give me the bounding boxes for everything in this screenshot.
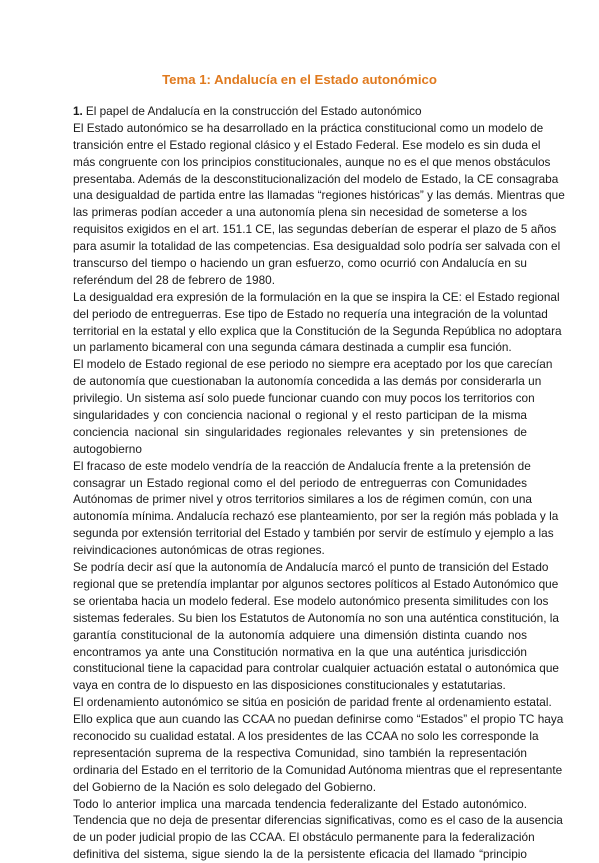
section-number: 1. (73, 104, 83, 118)
paragraph-line: se orientaba hacia un modelo federal. Ese modelo autonómico presenta similitudes con los (73, 593, 549, 608)
paragraph-line: encontramos ya ante una Constitución normativa en la que una auténtica jurisdicción (73, 644, 527, 659)
paragraph-line: una desigualdad de partida entre las llamadas “regiones históricas” y las demás. Mientras que (73, 188, 565, 203)
paragraph-line: El Estado autonómico se ha desarrollado en la práctica constitucional como un modelo de (73, 120, 544, 135)
paragraph-line: requisitos exigidos en el art. 151.1 CE, las segundas deberían de esperar el plazo de 5 años (73, 222, 557, 237)
paragraph-line: Ello explica que aun cuando las CCAA no puedan definirse como “Estados” el propio TC haya (73, 712, 564, 727)
paragraph-line: transición entre el Estado regional clásico y el Estado Federal. Ese modelo es sin duda el (73, 137, 541, 152)
paragraph-line: definitiva del sistema, sigue siendo la de la persistente eficacia del llamado “principio (73, 847, 527, 862)
paragraph-line: segunda por extensión territorial del Estado y también por servir de estímulo y ejemplo a las (73, 526, 554, 541)
paragraph-line: singularidades y con conciencia nacional o regional y el resto participan de la misma (73, 408, 527, 423)
paragraph-line: privilegio. Un sistema así solo puede funcionar cuando con muy pocos los territorios con (73, 391, 535, 406)
paragraph-line: referéndum del 28 de febrero de 1980. (73, 272, 275, 287)
paragraph-line: del periodo de entreguerras. Ese tipo de Estado no requería una integración de la voluntad (73, 306, 548, 321)
document-title: Tema 1: Andalucía en el Estado autonómico (162, 72, 437, 87)
paragraph-line: un parlamento bicameral con una segunda cámara destinada a cumplir esa función. (73, 340, 512, 355)
paragraph-line: reconocido su cualidad estatal. A los presidentes de las CCAA no solo les corresponde la (73, 728, 539, 743)
paragraph-line: territorial en la estatal y ello explica que la Constitución de la Segunda República no adoptara (73, 323, 562, 338)
paragraph-line: autogobierno (73, 441, 142, 456)
paragraph-line: las primeras podían acceder a una autonomía plena sin necesidad de someterse a los (73, 205, 527, 220)
section-heading (73, 103, 527, 120)
paragraph-line: Autónomas de primer nivel y otros territorios similares a los de régimen común, con una (73, 492, 532, 507)
paragraph-line: El modelo de Estado regional de ese periodo no siempre era aceptado por los que carecían (73, 357, 553, 372)
paragraph-line: representación suprema de la respectiva Comunidad, sino también la representación (73, 745, 527, 760)
paragraph-line: Se podría decir así que la autonomía de Andalucía marcó el punto de transición del Estado (73, 560, 549, 575)
paragraph-line: presentaba. Además de la desconstitucionalización del modelo de Estado, la CE consagraba (73, 171, 559, 186)
paragraph-line: vaya en contra de lo dispuesto en las disposiciones constitucionales y estatutarias. (73, 678, 506, 693)
paragraph (73, 796, 563, 863)
paragraph-line: garantía constitucional de la autonomía adquiere una dimensión distinta cuando nos (73, 627, 527, 642)
paragraph-line: Tendencia que no deja de presentar diferencias significativas, como es el caso de la ausencia (73, 813, 563, 828)
paragraph-line: regional que se pretendía implantar por algunos sectores políticos al Estado Autonómico que (73, 576, 559, 591)
paragraph-line: de un poder judicial propio de las CCAA. El obstáculo permanente para la federalización (73, 830, 535, 845)
paragraph-line: La desigualdad era expresión de la formulación en la que se inspira la CE: el Estado regional (73, 289, 560, 304)
section-heading-text: El papel de Andalucía en la construcción del Estado autonómico (85, 104, 422, 118)
document-body (73, 103, 565, 863)
paragraph (73, 356, 553, 457)
paragraph-line: del Gobierno de la Nación es solo delegado del Gobierno. (73, 779, 376, 794)
paragraph-line: conciencia nacional sin singularidades regionales relevantes y sin pretensiones de (73, 424, 527, 439)
paragraph (73, 559, 559, 694)
paragraph-line: consagrar un Estado regional como el del periodo de entreguerras con Comunidades (73, 475, 527, 490)
paragraph-line: más congruente con los principios constitucionales, aunque no es el que menos obstáculos (73, 154, 551, 169)
paragraph (73, 694, 564, 795)
paragraph-line: ordinaria del Estado en el territorio de la Comunidad Autónoma mientras que el representante (73, 762, 563, 777)
paragraph (73, 458, 559, 559)
paragraph-line: transcurso del tiempo o haciendo un gran esfuerzo, como ocurrió con Andalucía en su (73, 256, 527, 271)
paragraph-line: reivindicaciones autonómicas de otras regiones. (73, 543, 325, 558)
paragraph (73, 289, 562, 357)
paragraph-line: de autonomía que cuestionaban la autonomía concedida a las demás por considerarla un (73, 374, 542, 389)
paragraph-line: Todo lo anterior implica una marcada tendencia federalizante del Estado autonómico. (73, 796, 527, 811)
paragraph-line: El fracaso de este modelo vendría de la reacción de Andalucía frente a la pretensión de (73, 458, 531, 473)
paragraph-line: sistemas federales. Su bien los Estatutos de Autonomía no son una auténtica constitución, la (73, 610, 559, 625)
paragraph (73, 120, 565, 289)
paragraph-line: autonomía mínima. Andalucía rechazó ese planteamiento, por ser la región más poblada y la (73, 509, 559, 524)
paragraph-line: El ordenamiento autonómico se sitúa en posición de paridad frente al ordenamiento estatal. (73, 695, 552, 710)
paragraph-line: para asumir la totalidad de las competencias. Esa desigualdad solo podría ser salvada con el (73, 239, 561, 254)
paragraph-line: constitucional tiene la capacidad para controlar cualquier actuación estatal o autonómica que (73, 661, 559, 676)
